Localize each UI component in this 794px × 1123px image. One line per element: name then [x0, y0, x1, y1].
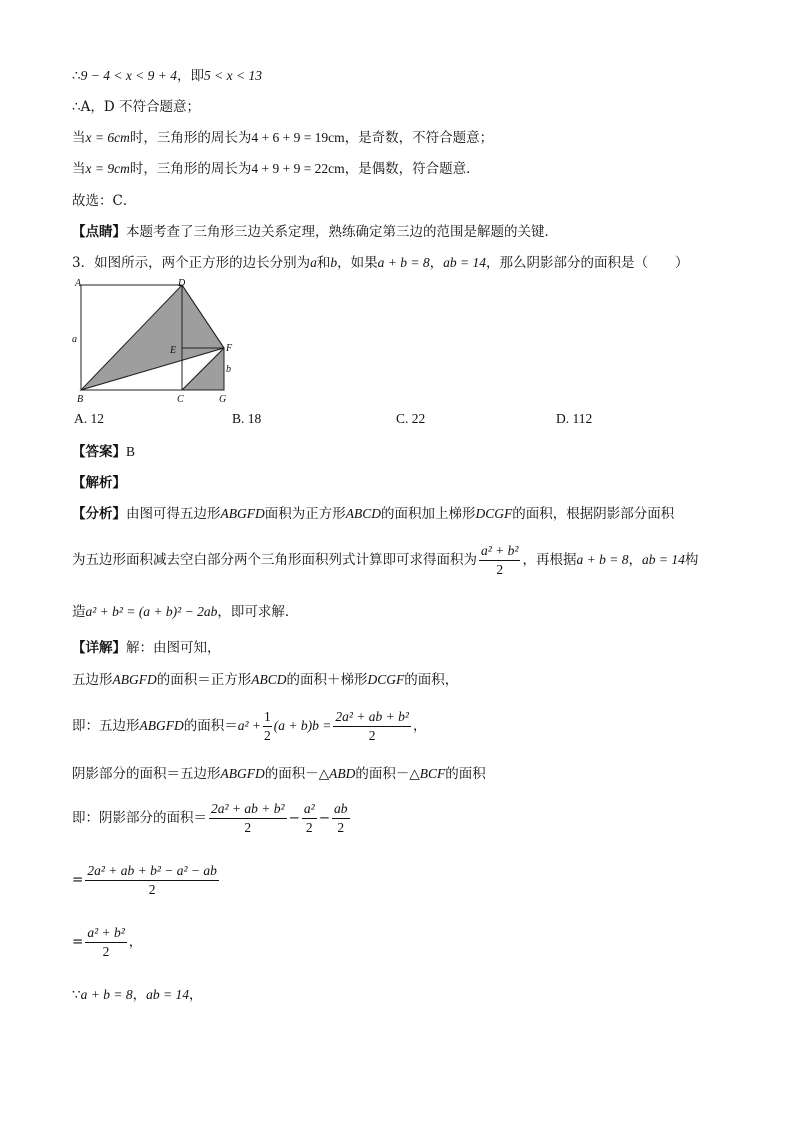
solution-line-5: 故选：C．	[72, 193, 137, 209]
solution-line-4: 当x = 9cm时，三角形的周长为4 + 9 + 9 = 22cm，是偶数，符合题意．	[72, 161, 480, 177]
fraction-term-2: $\frac{\text{a²}}{2}$	[303, 801, 315, 835]
label-b-vertex: B	[77, 394, 84, 405]
solution-line-1: ∴9 − 4 < x < 9 + 4，即5 < x < 13	[72, 68, 262, 84]
label-side-a: a	[72, 334, 77, 345]
label-c-vertex: C	[177, 394, 184, 405]
detail-line-1: 五边形ABGFD的面积＝正方形ABCD的面积＋梯形DCGF的面积，	[72, 672, 459, 688]
dianjing-tag: 【点睛】	[72, 224, 126, 240]
analysis-tag: 【解析】	[72, 475, 126, 491]
detail-line-2: 即：五边形ABGFD的面积＝a² + $\frac{1}{2}$ (a + b)b = $\frac{\text{2a² + ab + b²}}{2}$ ，	[72, 709, 427, 743]
fraction-term-1: $\frac{\text{2a² + ab + b²}}{2}$	[211, 801, 285, 835]
detail-tag: 【详解】	[72, 640, 126, 656]
detail-line-3: 阴影部分的面积＝五边形ABGFD的面积－△ABD的面积－△BCF的面积	[72, 766, 486, 782]
answer-tag: 【答案】	[72, 444, 126, 460]
fraction-half: $\frac{1}{2}$	[264, 709, 271, 743]
fenxi-line-1: 【分析】由图可得五边形ABGFD面积为正方形ABCD的面积加上梯形DCGF的面积，根据阴影部分面积	[72, 506, 675, 522]
label-g-vertex: G	[219, 394, 227, 405]
label-side-b: b	[226, 364, 231, 375]
detail-line-5: = $\frac{\text{2a² + ab + b² − a² − ab}}{2}$	[72, 863, 217, 897]
option-b[interactable]: B. 18	[232, 411, 262, 426]
option-c[interactable]: C. 22	[396, 411, 426, 426]
fenxi-line-2: 为五边形面积减去空白部分两个三角形面积列式计算即可求得面积为 $\frac{\text{a² + b²}}{2}$ ，再根据a + b = 8，ab = 14构	[72, 543, 699, 577]
dianjing-note: 【点睛】本题考查了三角形三边关系定理，熟练确定第三边的范围是解题的关键．	[72, 224, 558, 240]
fenxi-tag: 【分析】	[72, 506, 126, 522]
fraction-term-3: $\frac{ab}{2}$	[334, 801, 348, 835]
question-3: 3．如图所示，两个正方形的边长分别为a和b，如果a + b = 8，ab = 14，那么阴影部分的面积是（ ）	[72, 255, 689, 271]
answer-value: B	[126, 444, 136, 459]
option-a[interactable]: A. 12	[74, 411, 104, 426]
fraction-sum-squares: $\frac{\text{a² + b²}}{2}$	[481, 543, 519, 577]
label-a-vertex: A	[75, 278, 82, 289]
inequality-range: 9 − 4 < x < 9 + 4	[80, 68, 178, 83]
inequality-result: 5 < x < 13	[204, 68, 262, 83]
solution-line-3: 当x = 6cm时，三角形的周长为4 + 6 + 9 = 19cm，是奇数，不符合题意；	[72, 130, 494, 146]
fraction-pentagon-area: $\frac{\text{2a² + ab + b²}}{2}$	[335, 709, 409, 743]
solution-line-2: ∴A，D 不符合题意；	[72, 99, 200, 115]
identity-formula: a² + b² = (a + b)² − 2ab	[85, 604, 218, 619]
detail-line-7: ∵a + b = 8，ab = 14，	[72, 987, 203, 1003]
label-d-vertex: D	[178, 278, 186, 289]
label-e-vertex: E	[170, 345, 177, 356]
fenxi-line-3: 造a² + b² = (a + b)² − 2ab，即可求解．	[72, 604, 299, 620]
detail-line-6: = $\frac{\text{a² + b²}}{2}$ ，	[72, 925, 143, 959]
fraction-combined: $\frac{\text{2a² + ab + b² − a² − ab}}{2}$	[87, 863, 217, 897]
detail-intro: 【详解】解：由图可知，	[72, 640, 221, 656]
fraction-simplified: $\frac{\text{a² + b²}}{2}$	[87, 925, 125, 959]
option-d[interactable]: D. 112	[556, 411, 593, 426]
squares-figure	[68, 276, 248, 410]
detail-line-4: 即：阴影部分的面积＝ $\frac{\text{2a² + ab + b²}}{2}$ − $\frac{\text{a²}}{2}$ − $\frac{ab}{2}$	[72, 801, 348, 835]
label-f-vertex: F	[226, 343, 233, 354]
answer-line	[72, 442, 135, 462]
